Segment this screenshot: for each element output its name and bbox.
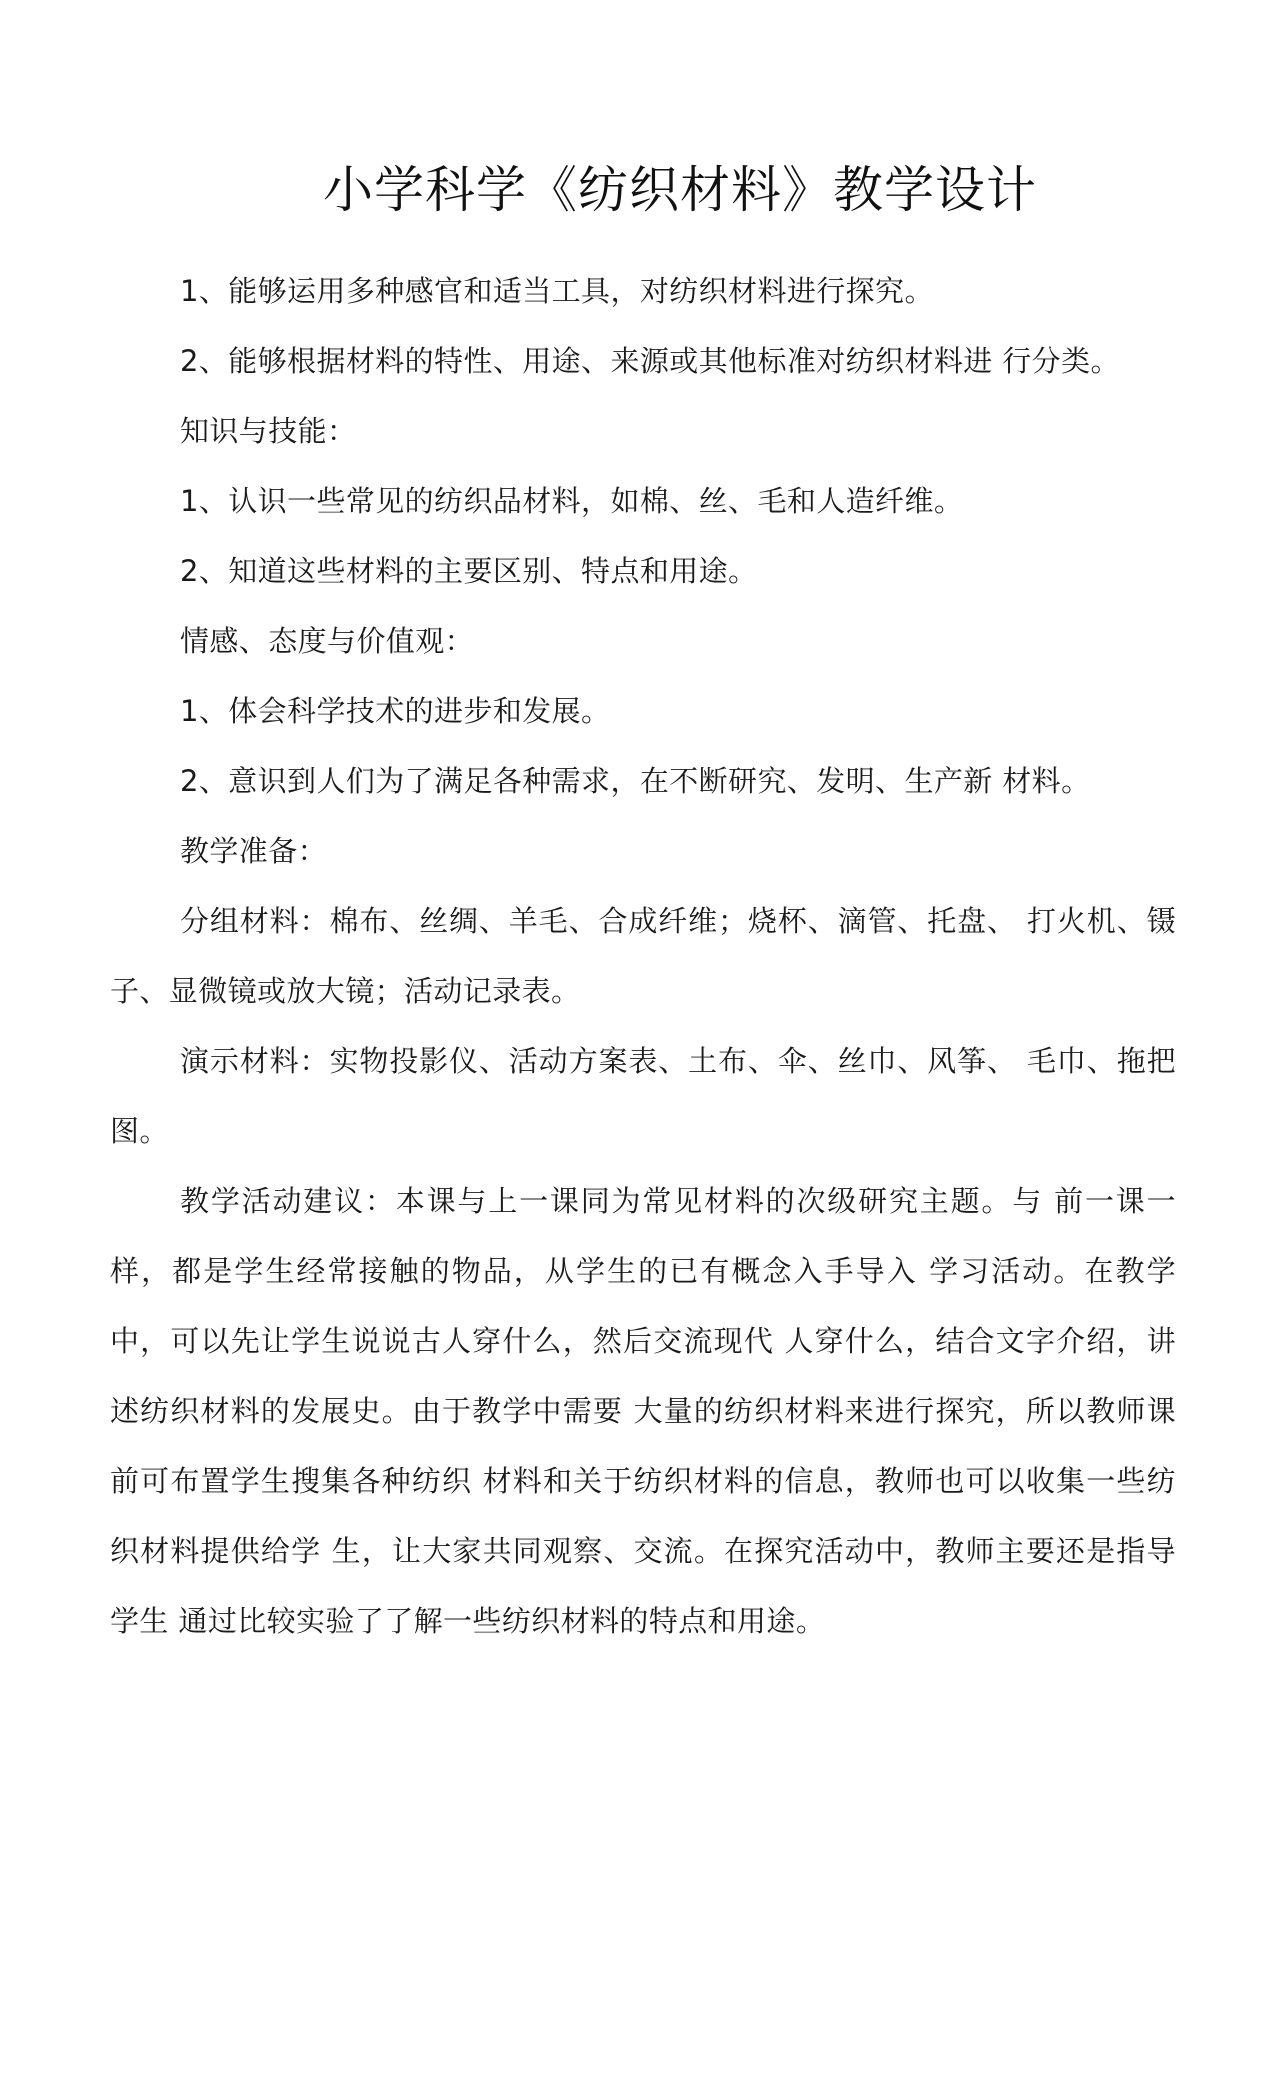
paragraph-objective-2: 2、能够根据材料的特性、用途、来源或其他标准对纺织材料进 行分类。: [180, 344, 1120, 378]
paragraph-objective-1: 1、能够运用多种感官和适当工具，对纺织材料进行探究。: [180, 274, 934, 308]
section-heading-preparation: 教学准备：: [180, 834, 328, 868]
paragraph-knowledge-1: 1、认识一些常见的纺织品材料，如棉、丝、毛和人造纤维。: [180, 484, 964, 518]
paragraph-group-materials: 分组材料：棉布、丝绸、羊毛、合成纤维；烧杯、滴管、托盘、 打火机、镊子、显微镜或放大镜；活动记录表。: [110, 904, 1176, 1008]
paragraph-demo-materials: 演示材料：实物投影仪、活动方案表、土布、伞、丝巾、风筝、 毛巾、拖把图。: [110, 1044, 1176, 1148]
document-title: 小学科学《纺织材料》教学设计: [323, 161, 1037, 219]
paragraph-attitude-1: 1、体会科学技术的进步和发展。: [180, 694, 611, 728]
section-heading-knowledge-skills: 知识与技能：: [180, 414, 357, 448]
document-body: [110, 256, 1176, 1656]
paragraph-attitude-2: 2、意识到人们为了满足各种需求，在不断研究、发明、生产新 材料。: [180, 764, 1091, 798]
section-heading-attitude-values: 情感、态度与价值观：: [180, 624, 475, 658]
paragraph-activity-suggestions: 教学活动建议：本课与上一课同为常见材料的次级研究主题。与 前一课一样，都是学生经常接触的物品，从学生的已有概念入手导入 学习活动。在教学中，可以先让学生说说古人穿什么，然后交流现代 人穿什么，结合文字介绍，讲述纺织材料的发展史。由于教学中需要 大量的纺织材料来进行探究，所以教师课前可布置学生搜集各种纺织 材料和关于纺织材料的信息，教师也可以收集一些纺织材料提供给学 生，让大家共同观察、交流。在探究活动中，教师主要还是指导学生 通过比较实验了了解一些纺织材料的特点和用途。: [110, 1184, 1176, 1638]
paragraph-knowledge-2: 2、知道这些材料的主要区别、特点和用途。: [180, 554, 758, 588]
